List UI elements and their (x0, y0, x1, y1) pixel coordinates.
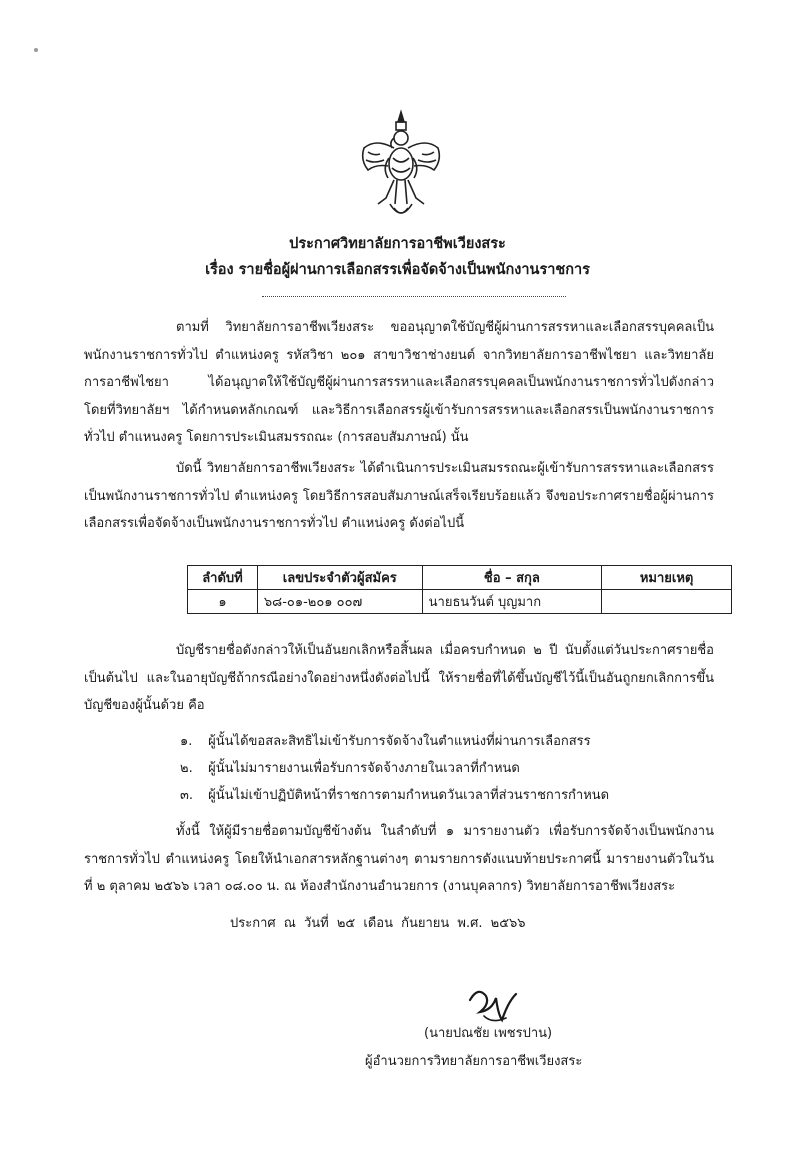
table-row (188, 590, 732, 614)
header-applicant-id: เลขประจำตัวผู้สมัคร (257, 566, 422, 590)
list-item-number: ๑. (180, 734, 193, 749)
announcement-subject: เรื่อง รายชื่อผู้ผ่านการเลือกสรรเพื่อจัดจ้างเป็นพนักงานราชการ (205, 262, 590, 278)
table-header-row (188, 566, 732, 590)
header-remarks: หมายเหตุ (602, 566, 732, 590)
list-item (180, 757, 520, 778)
garuda-emblem-icon (358, 108, 444, 226)
cell-remarks (602, 590, 732, 614)
header-full-name: ชื่อ – สกุล (422, 566, 602, 590)
list-item-number: ๓. (180, 788, 194, 803)
cell-applicant-id: ๖๘-๐๑-๒๐๑ ๐๐๗ (257, 590, 422, 614)
paragraph-background: ตามที่ วิทยาลัยการอาชีพเวียงสระ ขออนุญาตใช้บัญชีผู้ผ่านการสรรหาและเลือกสรรบุคคลเป็นพนักงานราชการทั่วไป ตำแหน่งครู รหัสวิชา ๒๐๑ สาขาวิชาช่างยนต์ จากวิทยาลัยการอาชีพไชยา และวิทยาลัยการอาชีพไชยา ได้อนุญาตให้ใช้บัญชีผู้ผ่านการสรรหาและเลือกสรรบุคคลเป็นพนักงานราชการทั่วไปดังกล่าว โดยที่วิทยาลัยฯ ได้กำหนดหลักเกณฑ์ และวิธีการเลือกสรรผู้เข้ารับการสรรหาและเลือกสรรเป็นพนักงานราชการทั่วไป ตำแหนงครู โดยการประเมินสมรรถณะ (การสอบสัมภาษณ์) นั้น (84, 320, 714, 445)
list-item-text: ผู้นั้นได้ขอสละสิทธิไม่เข้ารับการจัดจ้างในตำแหน่งที่ผ่านการเลือกสรร (208, 734, 591, 749)
header-order: ลำดับที่ (188, 566, 258, 590)
signatory-name: (นายปณชัย เพชรปาน) (424, 1026, 553, 1041)
paragraph-report-instructions: ทั้งนี้ ให้ผู้มีรายชื่อตามบัญชีข้างต้น ในลำดับที่ ๑ มารายงานตัว เพื่อรับการจัดจ้างเป็นพนักงานราชการทั่วไป ตำแหน่งครู โดยให้นำเอกสารหลักฐานต่างๆ ตามรายการดังแนบท้ายประกาศนี้ มารายงานตัวในวันที่ ๒ ตุลาคม ๒๕๖๖ เวลา ๐๘.๐๐ น. ณ ห้องสำนักงานอำนวยการ (งานบุคลากร) วิทยาลัยการอาชีพเวียงสระ (84, 824, 714, 894)
results-table (187, 565, 732, 614)
list-item-text: ผู้นั้นไม่มารายงานเพื่อรับการจัดจ้างภายในเวลาที่กำหนด (208, 761, 520, 776)
list-item (180, 784, 609, 805)
list-item (180, 730, 591, 751)
cell-order: ๑ (188, 590, 258, 614)
announcement-title: ประกาศวิทยาลัยการอาชีพเวียงสระ (289, 236, 506, 252)
announcement-date: ประกาศ ณ วันที่ ๒๕ เดือน กันยายน พ.ศ. ๒๕๖๖ (230, 916, 526, 931)
paragraph-result: บัดนี้ วิทยาลัยการอาชีพเวียงสระ ได้ดำเนินการประเมินสมรรถณะผู้เข้ารับการสรรหาและเลือกสรรเป็นพนักงานราชการทั่วไป ตำแหน่งครู โดยวิธีการสอบสัมภาษณ์เสร็จเรียบร้อยแล้ว จึงขอประกาศรายชื่อผู้ผ่านการเลือกสรรเพื่อจัดจ้างเป็นพนักงานราชการทั่วไป ตำแหน่งครู ดังต่อไปนี้ (84, 461, 714, 531)
cell-full-name: นายธนวันต์ บุญมาก (422, 590, 602, 614)
paragraph-validity: บัญชีรายชื่อดังกล่าวให้เป็นอันยกเลิกหรือสิ้นผล เมื่อครบกำหนด ๒ ปี นับตั้งแต่วันประกาศรายชื่อเป็นต้นไป และในอายุบัญชีถ้ากรณีอย่างใดอย่างหนึ่งดังต่อไปนี้ ให้รายชื่อที่ได้ขึ้นบัญชีไว้นี้เป็นอันถูกยกเลิกการขึ้นบัญชีของผู้นั้นด้วย คือ (84, 643, 714, 713)
list-item-number: ๒. (180, 761, 193, 776)
scan-speck (34, 48, 38, 52)
dotted-divider (262, 296, 566, 297)
signatory-position: ผู้อำนวยการวิทยาลัยการอาชีพเวียงสระ (365, 1054, 583, 1069)
list-item-text: ผู้นั้นไม่เข้าปฏิบัติหน้าที่ราชการตามกำหนดวันเวลาที่ส่วนราชการกำหนด (208, 788, 610, 803)
